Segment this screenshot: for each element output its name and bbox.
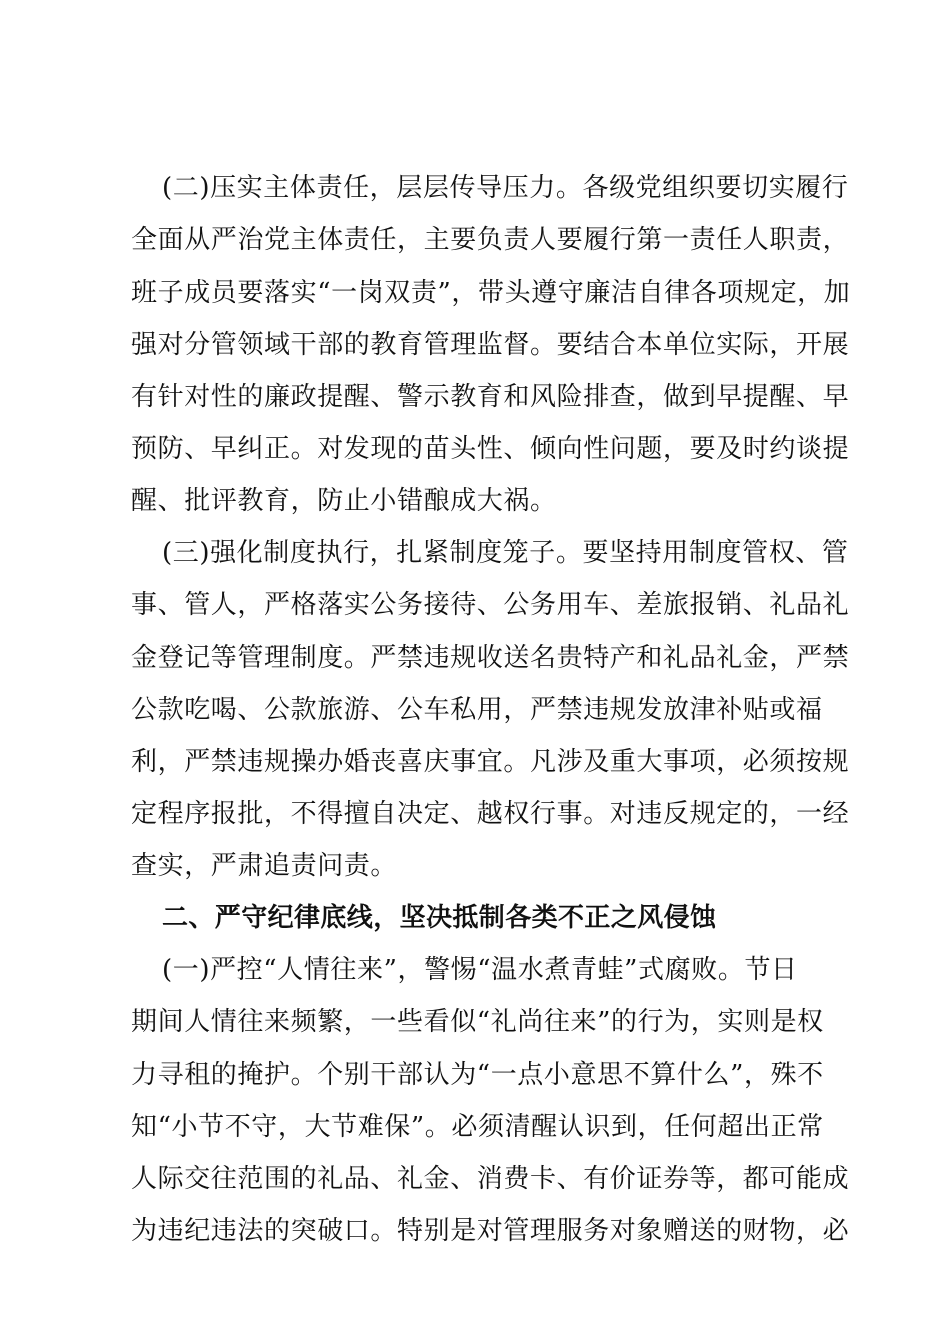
text-line: 预防、早纠正。对发现的苗头性、倾向性问题，要及时约谈提 [131,434,850,464]
text-line: 知“小节不守，大节难保”。必须清醒认识到，任何超出正常 [131,1112,824,1142]
text-line: 公款吃喝、公款旅游、公车私用，严禁违规发放津补贴或福 [131,695,823,725]
text-line: 期间人情往来频繁，一些看似“礼尚往来”的行为，实则是权 [131,1007,824,1037]
text-line: 人际交往范围的礼品、礼金、消费卡、有价证券等，都可能成 [131,1164,850,1194]
text-line: (二)压实主体责任，层层传导压力。各级党组织要切实履行 [162,173,849,203]
text-line: 为违纪违法的突破口。特别是对管理服务对象赠送的财物，必 [131,1216,850,1246]
text-line: 定程序报批，不得擅自决定、越权行事。对违反规定的，一经 [131,799,850,829]
text-line: 事、管人，严格落实公务接待、公务用车、差旅报销、礼品礼 [131,590,850,620]
text-line: (三)强化制度执行，扎紧制度笼子。要坚持用制度管权、管 [162,538,849,568]
text-line: 利，严禁违规操办婚丧喜庆事宜。凡涉及重大事项，必须按规 [131,747,850,777]
text-line: 强对分管领域干部的教育管理监督。要结合本单位实际，开展 [131,330,850,360]
section-heading: 二、严守纪律底线，坚决抵制各类不正之风侵蚀 [162,903,717,933]
text-line: 金登记等管理制度。严禁违规收送名贵特产和礼品礼金，严禁 [131,643,850,673]
text-line: 有针对性的廉政提醒、警示教育和风险排查，做到早提醒、早 [131,382,850,412]
text-line: 查实，严肃追责问责。 [131,851,398,881]
text-line: (一)严控“人情往来”，警惕“温水煮青蛙”式腐败。节日 [162,955,798,985]
text-line: 醒、批评教育，防止小错酿成大祸。 [131,486,557,516]
text-line: 力寻租的掩护。个别干部认为“一点小意思不算什么”，殊不 [131,1060,824,1090]
text-line: 班子成员要落实“一岗双责”，带头遵守廉洁自律各项规定，加 [131,278,851,308]
text-line: 全面从严治党主体责任，主要负责人要履行第一责任人职责， [131,225,850,255]
